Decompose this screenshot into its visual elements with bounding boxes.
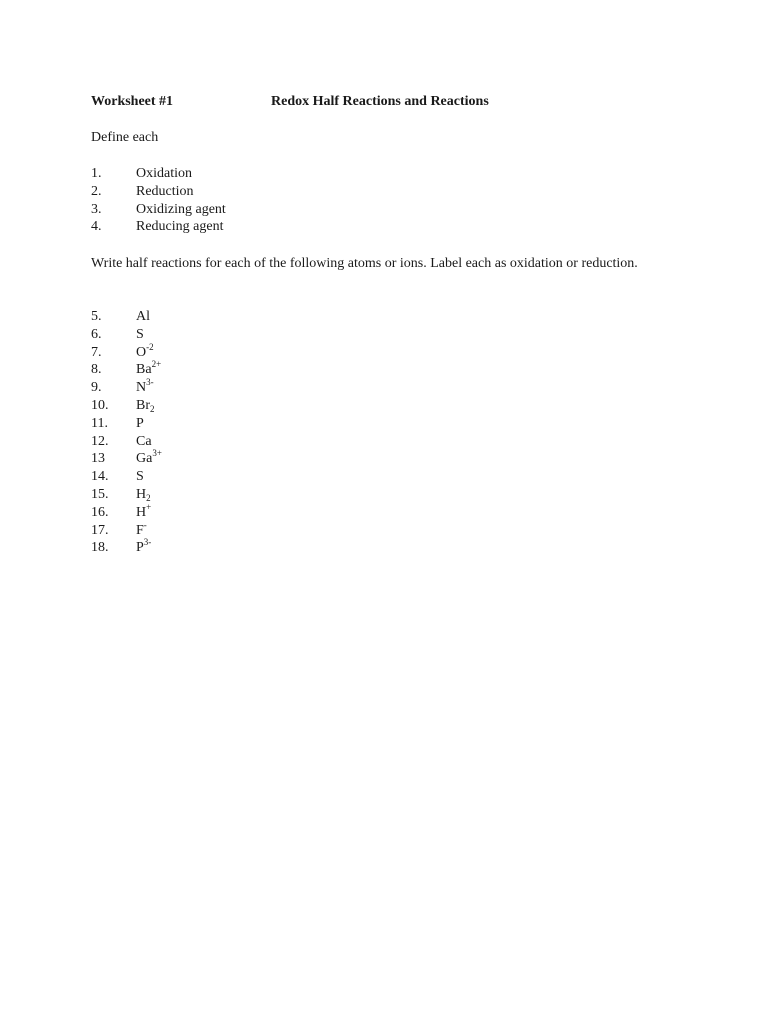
species-formula (136, 326, 144, 344)
header (91, 94, 691, 112)
species-formula (136, 415, 144, 433)
charge-superscript: 3- (146, 377, 154, 388)
list-item (91, 326, 162, 344)
item-term: Oxidizing agent (136, 201, 226, 217)
species-formula (136, 539, 151, 557)
list-item (91, 501, 162, 522)
element-symbol: Al (136, 309, 150, 324)
item-number: 7. (91, 344, 102, 360)
species-formula (136, 468, 144, 486)
item-number: 4. (91, 219, 102, 235)
definition-list (91, 165, 226, 236)
element-symbol: Ga (136, 451, 153, 467)
list-item (91, 379, 162, 397)
item-number: 2. (91, 183, 102, 199)
item-number: 6. (91, 326, 102, 342)
item-number: 15. (91, 486, 109, 502)
item-number: 3. (91, 201, 102, 217)
list-item (91, 183, 226, 201)
list-item (91, 308, 162, 326)
list-item (91, 486, 162, 504)
list-item (91, 218, 226, 236)
list-item (91, 519, 162, 540)
element-symbol: H (136, 486, 147, 502)
species-formula (136, 341, 154, 362)
charge-superscript: - (143, 519, 147, 530)
list-item (91, 165, 226, 183)
list-item (91, 201, 226, 219)
subscript: 2 (146, 492, 151, 503)
list-item (91, 468, 162, 486)
item-number: 10. (91, 397, 109, 413)
element-symbol: P (136, 540, 144, 556)
element-symbol: Br (136, 397, 150, 413)
species-list (91, 308, 162, 557)
worksheet-number: Worksheet #1 (91, 94, 174, 109)
element-symbol: S (136, 469, 144, 485)
item-number: 16. (91, 504, 109, 520)
item-number: 14. (91, 469, 109, 485)
item-number: 13 (91, 451, 105, 467)
element-symbol: S (136, 326, 144, 342)
element-symbol: Ba (136, 362, 152, 378)
item-number: 11. (91, 415, 108, 431)
species-formula (136, 397, 155, 415)
item-number: 8. (91, 362, 102, 378)
charge-superscript: + (146, 501, 152, 512)
element-symbol: Ca (136, 433, 152, 449)
species-formula (136, 433, 152, 451)
item-term: Reduction (136, 183, 194, 199)
item-number: 18. (91, 540, 109, 556)
page-title: Redox Half Reactions and Reactions (271, 94, 489, 109)
charge-superscript: -2 (146, 341, 154, 352)
list-item (91, 539, 162, 557)
define-instruction: Define each (91, 130, 159, 145)
item-number: 17. (91, 522, 109, 538)
species-formula (136, 308, 150, 326)
charge-superscript: 2+ (151, 359, 162, 370)
list-item (91, 450, 162, 468)
list-item (91, 397, 162, 415)
element-symbol: O (136, 344, 147, 360)
element-symbol: F (136, 522, 144, 538)
charge-superscript: 3- (143, 537, 152, 548)
element-symbol: N (136, 380, 147, 396)
half-reaction-instruction: Write half reactions for each of the following atoms or ions. Label each as oxidation or reduction. (91, 256, 638, 271)
element-symbol: P (136, 415, 144, 431)
species-formula (136, 501, 152, 522)
item-number: 12. (91, 433, 109, 449)
species-formula (136, 379, 154, 397)
item-number: 1. (91, 166, 102, 181)
item-number: 9. (91, 380, 102, 396)
subscript: 2 (150, 403, 155, 414)
species-formula (136, 450, 162, 468)
item-term: Reducing agent (136, 219, 224, 235)
charge-superscript: 3+ (152, 448, 162, 459)
item-number: 5. (91, 309, 102, 324)
element-symbol: H (136, 504, 147, 520)
list-item (91, 415, 162, 433)
item-term: Oxidation (136, 166, 192, 181)
